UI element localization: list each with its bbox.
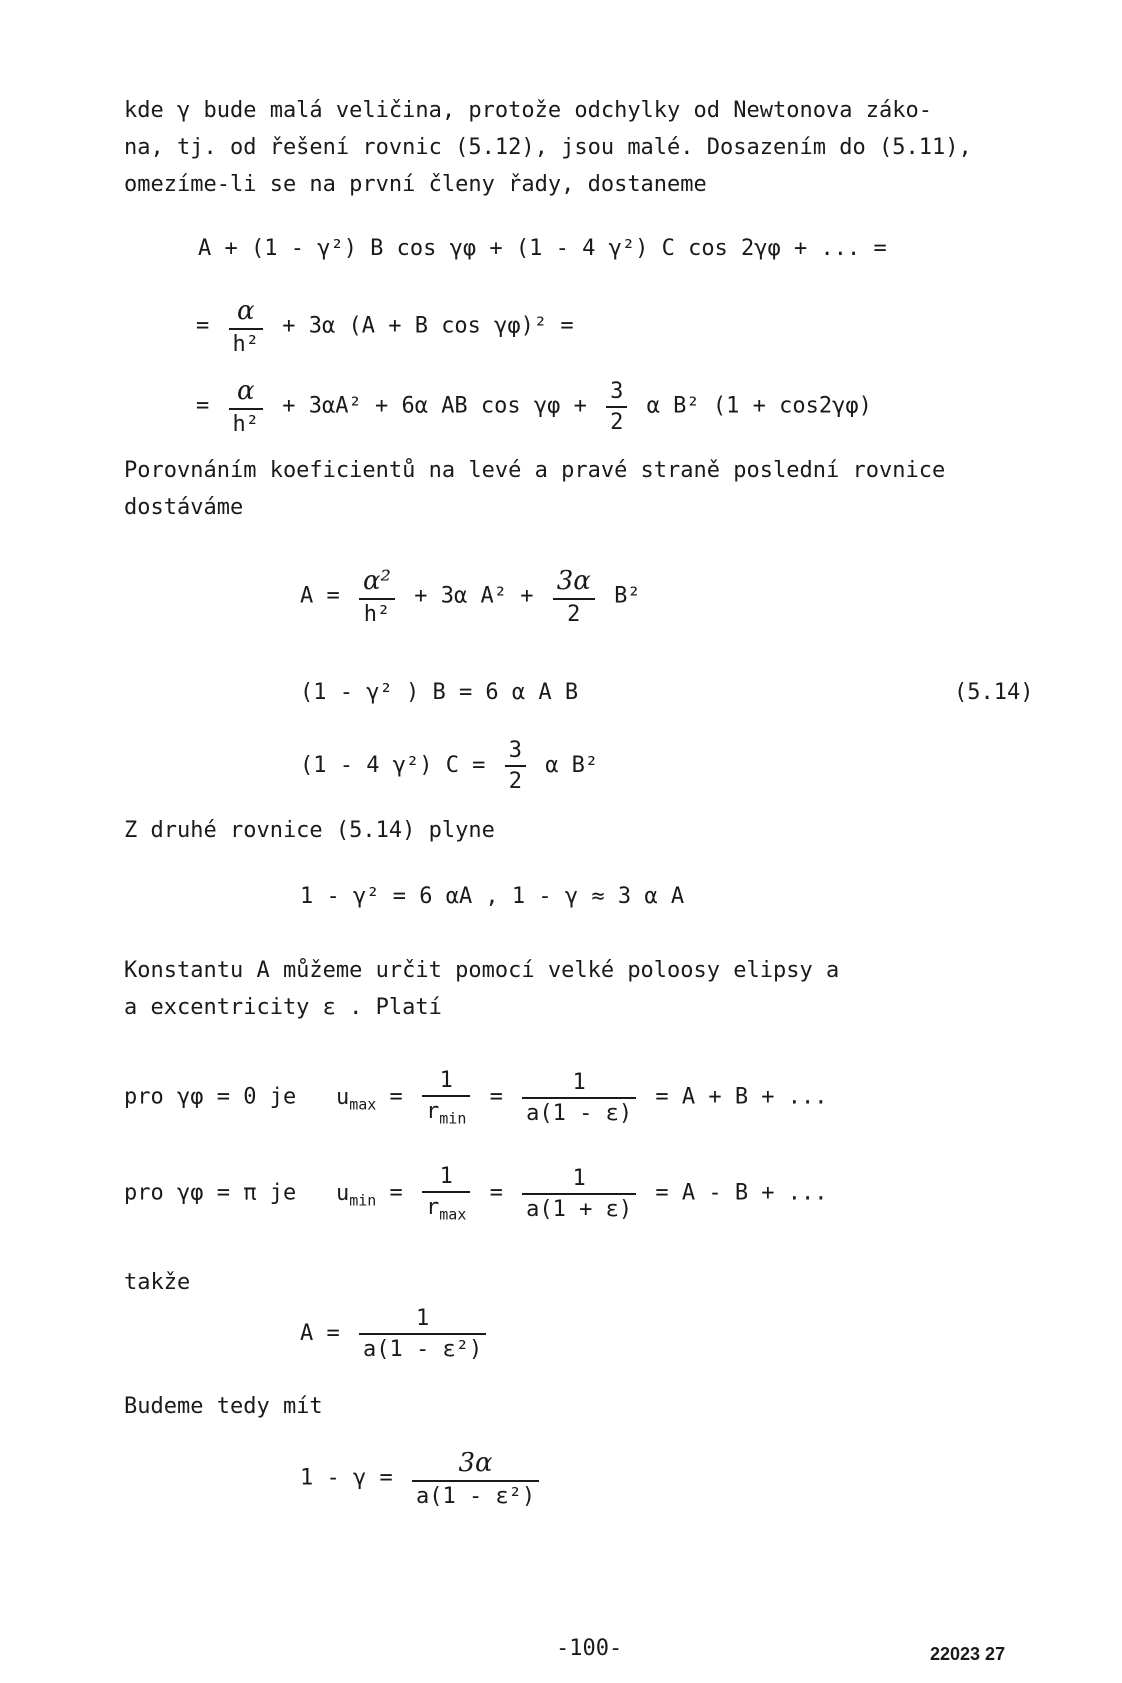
equation-tail: α B² (1 + cos2γφ) bbox=[646, 393, 872, 419]
equation-tail: = A + B + ... bbox=[655, 1084, 828, 1110]
equals-sign: = bbox=[196, 313, 210, 339]
fraction-denominator bbox=[422, 1095, 470, 1127]
fraction bbox=[359, 566, 395, 627]
fraction-numerator: 1 bbox=[439, 1068, 453, 1093]
equation-gamma: 1 - γ² = 6 αA , 1 - γ ≈ 3 α A bbox=[300, 884, 685, 909]
r-base: r bbox=[426, 1099, 440, 1124]
equals-sign: = bbox=[196, 393, 210, 419]
u-base: u bbox=[335, 1180, 350, 1206]
fraction bbox=[422, 1164, 470, 1223]
fraction bbox=[229, 376, 264, 437]
fraction-numerator: α² bbox=[363, 566, 391, 596]
text-takze: takže bbox=[124, 1270, 191, 1295]
text-line: Konstantu A můžeme určit pomocí velké poloosy elipsy a bbox=[124, 958, 840, 983]
fraction bbox=[359, 1306, 486, 1362]
equation-A bbox=[300, 1306, 492, 1362]
equation-pro-2 bbox=[124, 1164, 828, 1223]
u-symbol bbox=[335, 1180, 377, 1210]
r-subscript: min bbox=[439, 1109, 467, 1128]
fraction-denominator: h² bbox=[229, 408, 264, 437]
fraction-denominator bbox=[422, 1191, 470, 1223]
equation-rest: + 3αA² + 6α AB cos γφ + bbox=[282, 393, 587, 419]
print-stamp: 22023 27 bbox=[930, 1644, 1006, 1664]
r-subscript: max bbox=[439, 1205, 467, 1224]
system-middle: + 3α A² + bbox=[414, 583, 534, 609]
fraction-denominator: 2 bbox=[606, 406, 627, 435]
paragraph-comparison bbox=[124, 452, 1084, 526]
system-lhs: A = bbox=[300, 583, 340, 609]
fraction bbox=[229, 296, 264, 357]
equation-row-1: A + (1 - γ²) B cos γφ + (1 - 4 γ²) C cos 2γφ + ... = bbox=[198, 236, 887, 261]
fraction-numerator: 3α bbox=[458, 1448, 493, 1478]
fraction-denominator: a(1 - ε) bbox=[522, 1097, 636, 1126]
text-line: dostáváme bbox=[124, 495, 244, 520]
paragraph-intro bbox=[124, 92, 1084, 203]
system-tail: α B² bbox=[545, 753, 599, 778]
equation-number: (5.14) bbox=[954, 680, 1034, 705]
fraction-denominator: a(1 - ε²) bbox=[359, 1333, 486, 1362]
text-line: a excentricity ε . Platí bbox=[124, 995, 442, 1020]
fraction bbox=[505, 738, 526, 794]
equation-lhs: A = bbox=[300, 1321, 340, 1346]
fraction-numerator: 1 bbox=[572, 1165, 586, 1191]
equals-sign: = bbox=[389, 1084, 403, 1110]
system-row-1 bbox=[300, 566, 641, 627]
fraction bbox=[553, 566, 595, 627]
fraction-numerator: 3 bbox=[610, 378, 624, 404]
u-symbol bbox=[335, 1084, 377, 1114]
page-number: -100- bbox=[556, 1636, 623, 1661]
text-line: Porovnáním koeficientů na levé a pravé straně poslední rovnice bbox=[124, 458, 946, 483]
system-row-2: (1 - γ² ) B = 6 α A B bbox=[300, 680, 579, 705]
text-line: omezíme-li se na první členy řady, dostaneme bbox=[124, 172, 707, 197]
text-line: na, tj. od řešení rovnic (5.12), jsou malé. Dosazením do (5.11), bbox=[124, 135, 972, 160]
equation-lhs: 1 - γ = bbox=[300, 1465, 393, 1491]
system-row-3 bbox=[300, 738, 598, 794]
equals-sign: = bbox=[489, 1084, 503, 1110]
fraction-denominator: 2 bbox=[553, 598, 595, 627]
text-line: kde γ bude malá veličina, protože odchylky od Newtonova záko- bbox=[124, 98, 932, 123]
fraction-denominator: 2 bbox=[505, 765, 526, 794]
u-subscript: min bbox=[349, 1191, 377, 1210]
u-base: u bbox=[335, 1084, 350, 1110]
equals-sign: = bbox=[389, 1180, 403, 1206]
system-tail: B² bbox=[614, 583, 641, 609]
fraction bbox=[422, 1068, 470, 1127]
equation-pro-1 bbox=[124, 1068, 828, 1127]
fraction-numerator: 3 bbox=[508, 738, 522, 763]
pro-lead: pro γφ = 0 je bbox=[124, 1084, 297, 1110]
fraction bbox=[606, 379, 627, 435]
equation-row-3 bbox=[196, 376, 872, 437]
fraction-denominator: a(1 + ε) bbox=[522, 1193, 636, 1222]
fraction bbox=[522, 1070, 636, 1126]
equation-final bbox=[300, 1448, 545, 1509]
paragraph-constant bbox=[124, 952, 1084, 1026]
equation-row-2 bbox=[196, 296, 574, 357]
fraction-numerator: 1 bbox=[572, 1069, 586, 1095]
pro-lead: pro γφ = π je bbox=[124, 1180, 297, 1206]
equation-rest: + 3α (A + B cos γφ)² = bbox=[282, 313, 574, 339]
u-subscript: max bbox=[349, 1095, 377, 1114]
fraction-numerator: 1 bbox=[439, 1164, 453, 1189]
fraction-numerator: α bbox=[236, 296, 255, 326]
r-base: r bbox=[426, 1195, 440, 1220]
system-lhs: (1 - 4 γ²) C = bbox=[300, 753, 486, 778]
equals-sign: = bbox=[489, 1180, 503, 1206]
fraction-numerator: 3α bbox=[556, 566, 591, 596]
fraction-denominator: h² bbox=[359, 598, 395, 627]
paragraph-second-equation: Z druhé rovnice (5.14) plyne bbox=[124, 818, 495, 843]
fraction-denominator: h² bbox=[229, 328, 264, 357]
fraction-denominator: a(1 - ε²) bbox=[412, 1480, 539, 1509]
fraction-numerator: 1 bbox=[415, 1306, 430, 1331]
equation-tail: = A - B + ... bbox=[655, 1180, 828, 1206]
fraction bbox=[412, 1448, 539, 1509]
paragraph-result: Budeme tedy mít bbox=[124, 1394, 323, 1419]
fraction-numerator: α bbox=[236, 376, 255, 406]
fraction bbox=[522, 1166, 636, 1222]
